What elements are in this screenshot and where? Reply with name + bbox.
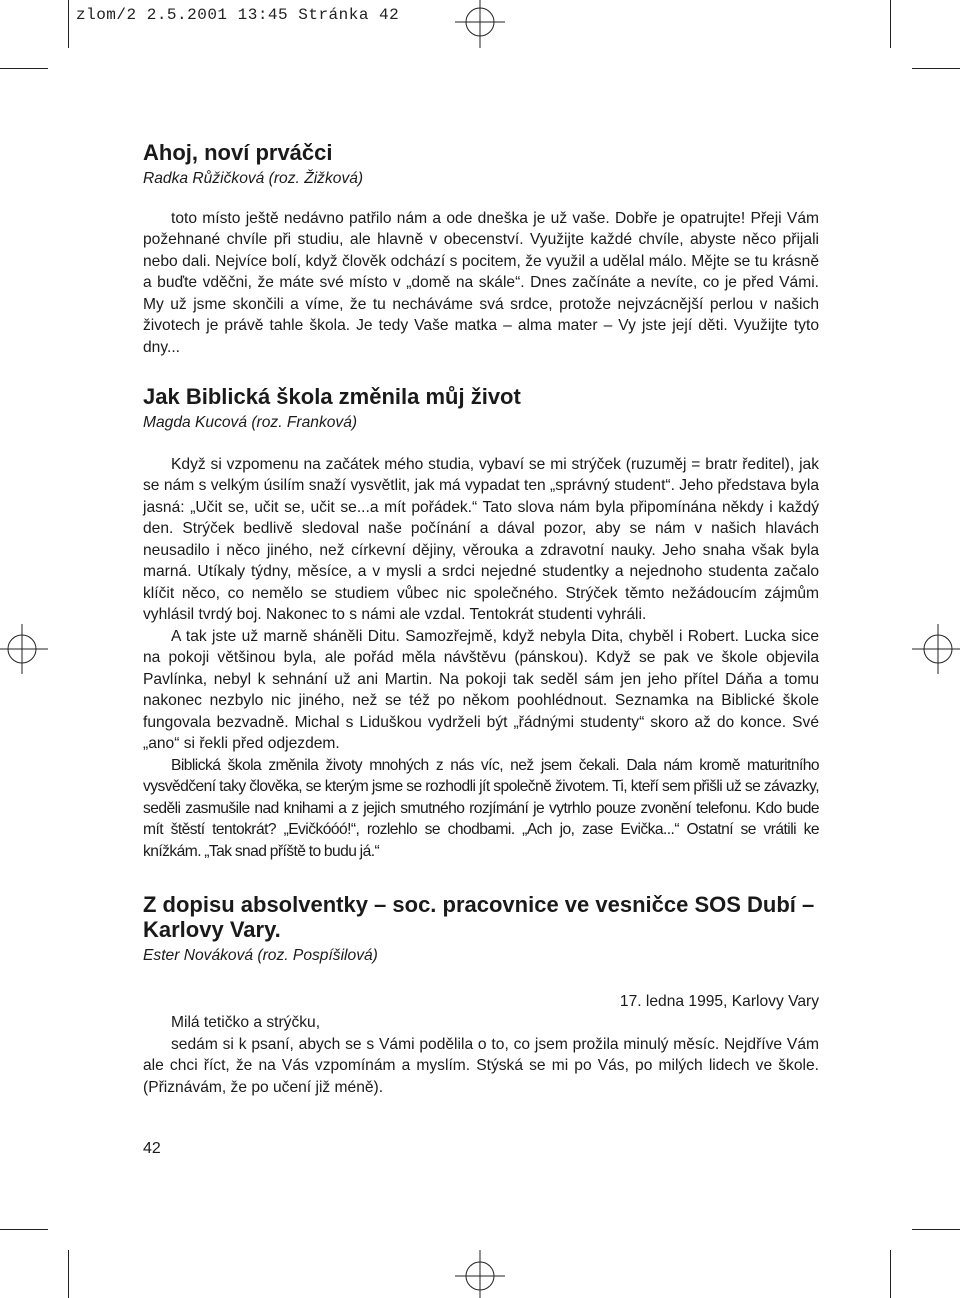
crop-mark — [912, 1229, 960, 1230]
article-paragraph: Biblická škola změnila životy mnohých z nás víc, než jsem čekali. Dala nám kromě maturitního vysvědčení taky člověka, se kterým jsme se rozhodli jít společně životem. Ti, kteří sem přišli už se závazky, seděli zasmušile nad knihami a z jejich smutného rozjímání je vytrhlo pouze zvonění telefonu. Kdo bude mít štěstí tentokrát? „Evičkóóó!“, rozlehlo se chodbami. „Ach jo, zase Evička...“ Ostatní se vrátili ke knížkám. „Tak snad příště to budu já.“ — [143, 756, 819, 860]
crop-mark — [890, 0, 891, 48]
letter-salutation: Milá tetičko a strýčku, — [171, 1014, 321, 1031]
article-author: Ester Nováková (roz. Pospíšilová) — [143, 947, 378, 964]
letter-dateline: 17. ledna 1995, Karlovy Vary — [619, 992, 819, 1010]
article-school-changed-life — [143, 384, 819, 862]
page-number: 42 — [143, 1140, 161, 1157]
article-author: Radka Růžičková (roz. Žižková) — [143, 170, 364, 187]
registration-mark-bottom — [455, 1250, 505, 1298]
article-letter — [143, 892, 819, 1098]
page-content — [143, 140, 819, 1098]
registration-mark-right — [912, 624, 960, 674]
crop-mark — [68, 1250, 69, 1298]
article-title: Ahoj, noví prváčci — [143, 140, 333, 165]
article-welcome — [143, 140, 819, 358]
registration-mark-top — [455, 0, 505, 48]
article-title: Jak Biblická škola změnila můj život — [143, 384, 521, 409]
crop-mark — [68, 0, 69, 48]
crop-mark — [912, 68, 960, 69]
registration-mark-left — [0, 624, 48, 674]
crop-mark — [0, 68, 48, 69]
article-paragraph: Když si vzpomenu na začátek mého studia, vybaví se mi strýček (ruzuměj = bratr ředitel), jak se nám s velkým úsilím snaží vysvětlit, jak má vypadat ten „správný student“. Jeho představa byla jasná: „Učit se, učit se, učit se...a mít pořádek.“ Tato slova nám byla připomínána někdy i každý den. Strýček bedlivě sledoval naše počínání a dával pozor, aby se nám v našich hlavách neusadilo i něco jiného, než církevní dějiny, věrouka a zdravotní nauky. Jeho snaha však byla marná. Utíkaly týdny, měsíce, a v mysli a srdci nejedné studentky a nejednoho studenta začalo klíčit něco, co nemělo se studiem vůbec nic společného. Strýček těmto nežádoucím zájmům vyhlásil tvrdý boj. Nakonec to s námi ale vzdal. Tentokrát studenti vyhráli. — [143, 455, 819, 623]
article-paragraph: A tak jste už marně sháněli Ditu. Samozřejmě, když nebyla Dita, chyběl i Robert. Lucka sice na pokoji většinou byla, ale pořád měla návštěvu (pánskou). Když se pak ve škole objevila Pavlínka, nebyl k sehnání už ani Martin. Na pokoji tak seděl sám jen jeho přítel Dáňa a tomu nakonec nezbylo nic jiného, než se též po někom poohlédnout. Seznamka na Biblické škole fungovala bezvadně. Michal s Liduškou vydrželi být „řádnými studenty“ skoro až do konce. Své „ano“ si řekli před odjezdem. — [143, 627, 819, 752]
article-paragraph: sedám si k psaní, abych se s Vámi podělila o to, co jsem prožila minulý měsíc. Nejdříve Vám ale chci říct, že na Vás vzpomínám a myslím. Stýská se mi po Vás, po milých lidech ve škole. (Přiznávám, že po učení již méně). — [143, 1035, 819, 1096]
crop-mark — [890, 1250, 891, 1298]
crop-mark — [0, 1229, 48, 1230]
print-slug: zlom/2 2.5.2001 13:45 Stránka 42 — [76, 6, 400, 24]
article-title: Z dopisu absolventky – soc. pracovnice ve vesničce SOS Dubí – Karlovy Vary. — [143, 892, 815, 942]
article-paragraph: toto místo ještě nedávno patřilo nám a ode dneška je už vaše. Dobře je opatrujte! Přeji Vám požehnané chvíle při studiu, ale hlavně v obecenství. Využijte každé chvíle, abyste něco přijali nebo dali. Nejvíce bolí, když člověk odchází s pocitem, že využil a udělal málo. Mějte se tu krásně a buďte vděčni, že máte své místo v „domě na skále“. Dnes začínáte a nevíte, co je před Vámi. My už jsme skončili a víme, že tu necháváme svá srdce, protože nejvzácnější perlou v našich životech je právě tahle škola. Je tedy Vaše matka – alma mater – Vy jste její děti. Využijte tyto dny... — [143, 209, 819, 356]
article-author: Magda Kucová (roz. Franková) — [143, 414, 358, 431]
